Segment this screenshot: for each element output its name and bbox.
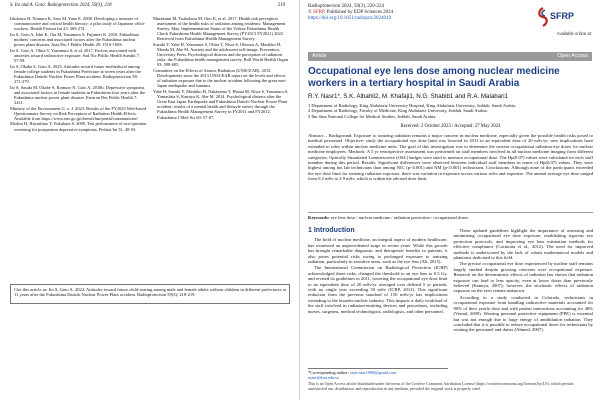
sfrp-link[interactable]: SFRP (313, 10, 325, 15)
affiliation-3: 3 Ibn Sina National College for Medical Studies, Jeddah, Saudi Arabia. (308, 113, 437, 119)
reference-entry: Ito S, Sasaki M, Okabe S, Komuro N, Goto A. 2018b. Depressive symptoms and associated factors in female students in Fukushima four years after the Fukushima nuclear power plant disaster. Environ Res Public Health 7: 2411. (10, 84, 146, 105)
reference-entry: Ministry of the Environment G. o. J. 2023. Results of the FY2023 Web-based Questionnaire Survey on Risk Perception of Radiation Health Effects. Available from https://www.env.go.jp/chemi/rhm/portal/communicate/ (10, 105, 147, 121)
article-body (308, 228, 593, 368)
keywords-label: Keywords: (308, 215, 330, 220)
reference-list (10, 16, 290, 271)
paragraph: The International Commission on Radiological Protection (ICRP) acknowledged these risks, changed the threshold to an eye lens to 0.5 Gy, and revised its guidelines in 2011, lowering the occupational eye dose limit to an equivalent dose of 20 mSv/yr averaged over defined 5 yr periods, with no single year exceeding 50 mSv (ICRP, 2012). This significant reduction from the previous standard of 150 mSv/yr has implications extending to the broader nuclear industry. This impacts a daily workload of the staff involved in radiation-emitting devices and procedures, including nurses, surgeons, medical technologists, radiologists, and other personnel. (308, 265, 448, 314)
body-column-1 (308, 228, 448, 368)
received-accepted-dates: Received: 2 October 2023 / Accepted: 27 May 2024 (400, 124, 501, 129)
running-head (10, 3, 289, 13)
doi-link[interactable]: https://doi.org/10.1051/radiopro/2024019 (308, 16, 391, 21)
citation-box: Cite this article as: Ito S, Goto A. 2024. Attitudes toward future child-rearing among male and female adults without children in different prefectures at 11 years after the Fukushima Daiichi Nuclear Power Plant accident. Radioprotection 59(3): 218-219. (10, 284, 290, 304)
logo-text: SFRP (550, 11, 575, 21)
available-online-note: Available online at: (556, 31, 592, 36)
affiliation-1: 1 Department of Radiology, King Abdulaziz University Hospital, King Abdulaziz University, Jeddah, Saudi Arabia. (308, 103, 517, 108)
reference-column-1 (10, 16, 147, 271)
reference-entry: Yabe H, Suzuki Y, Mashiko H, Nakayama Y, Hisata M, Niwa S, Yasumura S, Yamashita S, Kamiya K, Abe M. 2014. Psychological distress after the Great East Japan Earthquake and Fukushima Daiichi Nuclear Power Plant accident: results of a mental health and lifestyle survey through the Fukushima Health Management Survey in FY2011 and FY2012. Fukushima J Med Sci 60: 57-67. (153, 89, 289, 120)
reference-entry: Ito S, Okabe S, Goto A. 2023. Attitudes toward future motherhood among female college students in Fukushima Prefecture at seven years after the Fukushima Daiichi Nuclear Power Plant accident. Radioprotection 58: 271-279. (10, 63, 141, 84)
paragraph: These updated guidelines highlight the importance of assessing and minimizing occupational eye dose exposure, establishing rigorous eye protection protocols, and improving eye lens estimation methods for effective compliance (Cucinotta et al., 2012). The need for improved methods is underscored by the lack of robust mathematical models and phantoms dedicated to this field. (453, 228, 593, 261)
author-list: R.Y. Nasr1*, S.K. Albahli2, M. Khafaji1, N.G. Shabib1 and R.A. Malabari1 (308, 93, 509, 100)
keywords (308, 212, 593, 220)
reference-entry: Ito S, Goto A, Ishii K, Ota M, Yasumura S, Fujimori K. 2016. Fukushima mothers' concerns and associated factors after the Fukushima nuclear power plant disaster. Asia Pac J Public Health 29: 151S-160S. (10, 31, 139, 48)
open-access-label: Open Access (557, 53, 588, 59)
reference-entry: Modini H, Hayashino Y, Fukuhara S. 2009. Test performance of two-question screening for postpartum depressive symptoms. Pediatr Int 51: 48-53. (10, 121, 147, 132)
keywords-text: eye lens dose / nuclear medicine / radiation protection / occupational doses (330, 215, 469, 220)
journal-citation: Radioprotection 2024, 59(3), 220-224 (308, 4, 384, 9)
reference-column-2 (153, 16, 290, 271)
corresponding-author (308, 368, 448, 380)
reference-entry: Murakami M, Tsubokura M, Ono K, et al. 2017. Health risk perception assessment of the health risks of radiation among residents: Management Survey. May. Implementation Status of the Vorkay Fukushima Health Check Fukushima Health Management Survey (FY2013 FY2021) 2022 Retrieved from Fukushima Health Management Survey. (153, 16, 286, 42)
paragraph: The field of nuclear medicine, an integral aspect of modern healthcare, has witnessed an unprecedented surge in recent years. While this growth has brought remarkable diagnostic and therapeutic benefits to patients, it also poses potential risks owing to prolonged exposure to ionizing radiation, particularly in sensitive areas, such as the eye lens (Ali, 2015). (308, 237, 448, 265)
journal-copyright: © SFRP, Published by EDP Sciences 2024 (308, 10, 394, 15)
body-column-2 (454, 228, 594, 368)
journal-header (308, 4, 592, 40)
affiliation-2: 2 Department of Radiology, Faculty of Medicine, King Abdulaziz University, Jeddah, Saudi Arabia. (308, 108, 488, 114)
corresponding-email[interactable]: rasir.nasr1998@gmail.com (350, 370, 397, 375)
article-label: Article (312, 53, 327, 59)
right-page (300, 0, 600, 400)
article-title: Occupational eye lens dose among nuclear medicine workers in a tertiary hospital in Saudi Arabia (308, 66, 560, 89)
reference-entry: Ito S, Goto A, Ohira T, Yasumura S, et al. 2017. Factors associated with anxieties toward radioactive exposure. Sad Nic Public Health Sumikt 7: 57-59. (10, 47, 141, 63)
running-head-text: S. Ito and A. Goto: Radioprotection 2024, 59(3), 218 (10, 3, 112, 8)
paragraph: According to a study conducted in Colorado, technicians in occupational exposure from handling radioactive materials accounted for 90% of their yearly dose and with patient interactions accounting for 40% (Vernal, 2009). Wearing personal protective equipment (PPE) is essential but was not enough due to large energy of annihilation radiation. They concluded that it is possible to reduce occupational doses for technicians by rotating the personnel and duties (Ahmed, 2007). (453, 294, 593, 333)
affiliations (308, 103, 593, 119)
paragraph: The precise occupational eye dose experienced by nuclear staff remains largely studied despite growing concerns over occupational exposure. Research on the deterministic effects of radiation has shown that radiation exposure can lead to lens opacity, even at lower doses than previously believed (Kamiya, 2007); however, the stochastic effects of radiation exposure on the eyes remain unknown. (453, 261, 593, 294)
reference-entry: Ishikawa H, Nomura K, Sato M, Yano E. 2008. Developing a measure of communicative and critical health literacy: a pilot study of Japanese office workers. Health Promot Int 23: 269-274. (10, 16, 145, 32)
logo-swirl-icon (536, 7, 550, 27)
license-note: This is an Open Access article distributed under the terms of the Creative Commons Attribution License (https://creativecommons.org/licenses/by/4.0), which permits unrestricted use, distribution, and reproduction in any medium, provided the original work is properly cited. (308, 381, 574, 391)
abstract: Abstract – Background: Exposure to ionizing radiation remains a major concern in nuclear medicine, especially given the possible health risks posed to medical personnel. Objective: study the occupational eye dose limit was lowered in 2011 to an equivalent dose of 20 mSv/yr, new implications have extended to roles within nuclear medicine units. The goal of this investigation was to determine the current occupational radiation eye doses for nuclear medicine employees. Methods: A 5 yr retrospective assessment was performed on staff members involved in all nuclear medicine imaging from different categories. Optically Stimulated Luminescence (OSL) badges were used to measure occupational dose. The Hp(0.07) values were calculated for each staff member during this period. Results: Significant differences were observed between individual staff members in terms of Hp(0.07) values. They were highest among hot lab technicians than among NIC (p<0.001) and NM (p<0.001) technicians. Conclusions: Although none of the participants exceeded the eye dose limit for ionizing radiation exposure, there was variation in exposure across various roles and expertise. The annual average eye dose ranged from 0.2 mSv to 2.9 mSv, which is within the advised dose limit. (308, 133, 593, 182)
reference-entry: Suzuki Y, Yabe H, Yasumura S, Ohira T, Niwa S, Ohtsuru A, Mashiko H, Maeda M, Abe M. Anxiety and the adolescent self-image. Prevention, University Press. Psychological distress and the perception of radiation risks: the Fukushima health management survey. Bull World Health Organ 93: 598-605. (153, 42, 288, 68)
corresponding-email-2[interactable]: rnasr@kau.edu.sa (308, 375, 339, 380)
article-type-bar (308, 52, 592, 61)
page-number: 219 (277, 3, 285, 8)
reference-entry: Committee on the Effects of Atomic Radiation (UNSCEAR). 2015. Developments since the 2013 UNSCEAR report on the levels and effects of radiation exposure due to the nuclear accident following the great east-Japan earthquake and tsunami. (153, 68, 287, 89)
section-heading-introduction: 1 Introduction (308, 227, 355, 234)
corresponding-label: *Corresponding author: (308, 370, 349, 375)
